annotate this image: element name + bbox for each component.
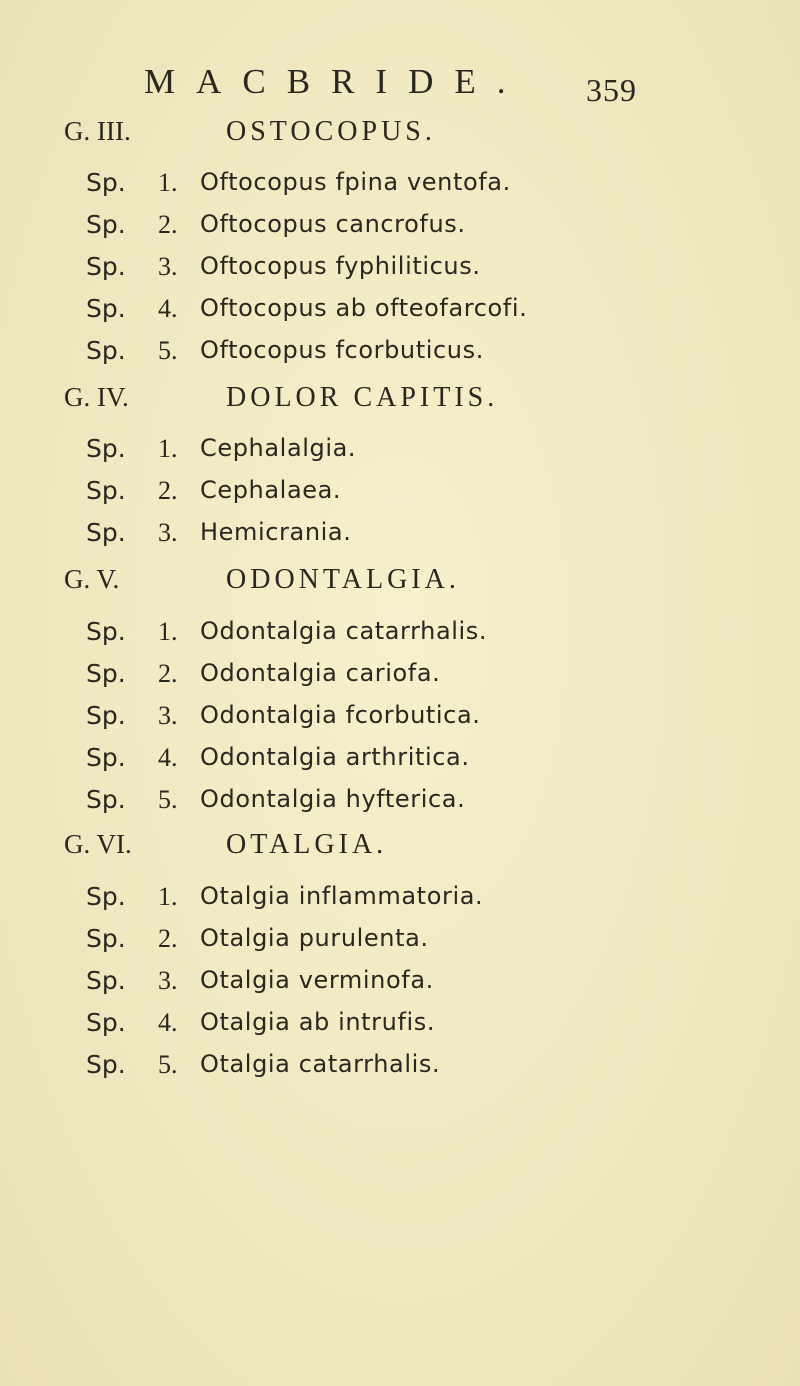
species-label: Sp. (86, 252, 126, 281)
species-label: Sp. (86, 210, 126, 239)
species-name: Otalgia purulenta. (200, 924, 429, 952)
species-label: Sp. (86, 434, 126, 463)
species-label: Sp. (86, 882, 126, 911)
page-number: 359 (586, 72, 637, 108)
species-number: 5. (158, 1050, 178, 1079)
genus-name: DOLOR CAPITIS. (226, 382, 499, 413)
species-name: Otalgia catarrhalis. (200, 1050, 441, 1078)
species-name: Cephalaea. (200, 476, 342, 504)
species-label: Sp. (86, 924, 126, 953)
species-name: Otalgia inflammatoria. (200, 882, 484, 910)
species-label: Sp. (86, 966, 126, 995)
species-number: 1. (158, 617, 178, 646)
species-number: 3. (158, 518, 178, 547)
species-label: Sp. (86, 518, 126, 547)
species-name: Hemicrania. (200, 518, 352, 546)
species-number: 1. (158, 434, 178, 463)
species-name: Oftocopus ab ofteofarcofi. (200, 294, 528, 322)
species-name: Oftocopus fpina ventofa. (200, 168, 511, 196)
genus-label: G. V. (64, 564, 120, 594)
species-name: Cephalalgia. (200, 434, 357, 462)
running-title: MACBRIDE. (144, 62, 527, 101)
genus-name: OTALGIA. (226, 829, 388, 860)
species-label: Sp. (86, 168, 126, 197)
species-number: 5. (158, 336, 178, 365)
species-name: Odontalgia cariofa. (200, 659, 441, 687)
running-head (144, 62, 784, 112)
species-number: 3. (158, 701, 178, 730)
species-number: 3. (158, 966, 178, 995)
species-label: Sp. (86, 476, 126, 505)
species-number: 2. (158, 476, 178, 505)
species-number: 3. (158, 252, 178, 281)
species-number: 1. (158, 882, 178, 911)
species-label: Sp. (86, 1050, 126, 1079)
species-name: Odontalgia fcorbutica. (200, 701, 481, 729)
species-number: 4. (158, 294, 178, 323)
genus-name: ODONTALGIA. (226, 564, 460, 595)
species-name: Oftocopus fcorbuticus. (200, 336, 484, 364)
species-number: 2. (158, 924, 178, 953)
species-number: 4. (158, 1008, 178, 1037)
species-label: Sp. (86, 659, 126, 688)
genus-label: G. VI. (64, 829, 132, 859)
species-name: Otalgia ab intrufis. (200, 1008, 436, 1036)
species-label: Sp. (86, 617, 126, 646)
genus-label: G. III. (64, 116, 131, 146)
species-label: Sp. (86, 294, 126, 323)
species-name: Odontalgia hyfterica. (200, 785, 466, 813)
species-number: 2. (158, 659, 178, 688)
species-number: 1. (158, 168, 178, 197)
species-name: Oftocopus cancrofus. (200, 210, 466, 238)
species-label: Sp. (86, 785, 126, 814)
species-name: Odontalgia arthritica. (200, 743, 470, 771)
genus-name: OSTOCOPUS. (226, 116, 436, 147)
species-number: 2. (158, 210, 178, 239)
genus-label: G. IV. (64, 382, 129, 412)
species-number: 4. (158, 743, 178, 772)
species-name: Oftocopus fyphiliticus. (200, 252, 481, 280)
species-name: Odontalgia catarrhalis. (200, 617, 488, 645)
species-name: Otalgia verminofa. (200, 966, 434, 994)
species-number: 5. (158, 785, 178, 814)
species-label: Sp. (86, 701, 126, 730)
species-label: Sp. (86, 1008, 126, 1037)
species-label: Sp. (86, 336, 126, 365)
species-label: Sp. (86, 743, 126, 772)
